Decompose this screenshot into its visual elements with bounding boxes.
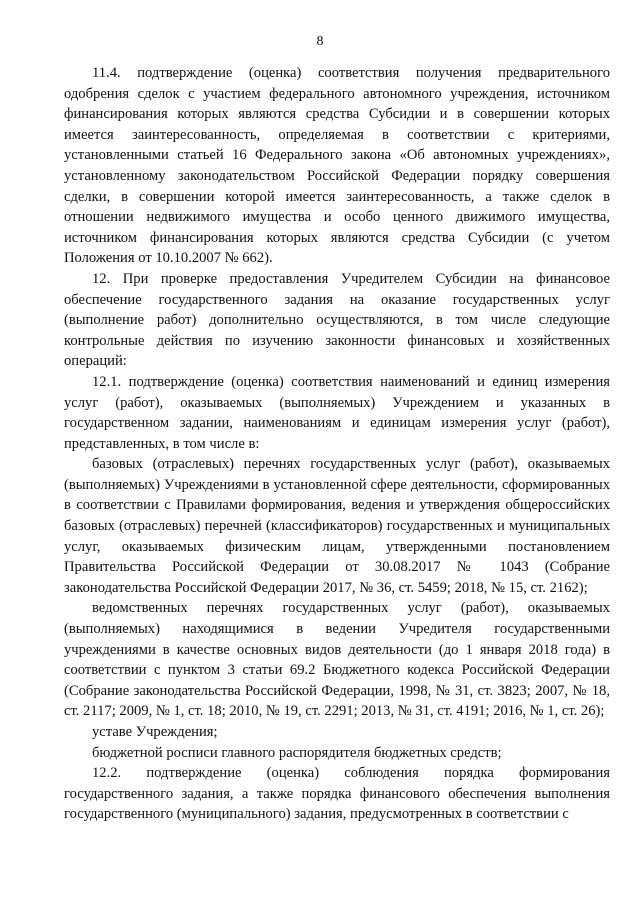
paragraph-12-1: 12.1. подтверждение (оценка) соответствия наименований и единиц измерения услуг (работ), оказываемых (выполняемых) Учреждением и указанных в государственном задании, наименованиям и единицам измерения услуг (работ), представленных, в том числе в:: [64, 373, 610, 452]
paragraph-departmental-lists: ведомственных перечнях государственных услуг (работ), оказываемых (выполняемых) находящимися в ведении Учредителя государственными учреждениями в качестве основных видов деятельности (до 1 января 2018 года) в соответствии с пунктом 3 статьи 69.2 Бюджетного кодекса Российской Федерации (Собрание законодательства Российской Федерации, 1998, № 31, ст. 3823; 2007, № 18, ст. 2117; 2009, № 1, ст. 18; 2010, № 19, ст. 2291; 2013, № 31, ст. 4191; 2016, № 1, ст. 26);: [64, 600, 610, 720]
page-number: 8: [316, 34, 324, 49]
paragraph-11-4: 11.4. подтверждение (оценка) соответствия получения предварительного одобрения сделок с участием федерального автономного учреждения, источником финансирования которых являются средства Субсидии и в совершении которых имеется заинтересованность, определяемая в соответствии с критериями, установленными статьей 16 Федерального закона «Об автономных учреждениях», установленному законодательством Российской Федерации порядку совершения сделки, в совершении которой имеется заинтересованность, а также сделок в отношении недвижимого имущества и особо ценного движимого имущества, источником финансирования которых являются средства Субсидии (с учетом Положения от 10.10.2007 № 662).: [64, 65, 610, 267]
document-body: [64, 63, 610, 825]
paragraph-charter: уставе Учреждения;: [92, 724, 218, 740]
paragraph-budget-schedule: бюджетной росписи главного распорядителя бюджетных средств;: [92, 744, 502, 761]
paragraph-12: 12. При проверке предоставления Учредителем Субсидии на финансовое обеспечение государственного задания на оказание государственных услуг (выполнение работ) дополнительно осуществляются, в том числе следующие контрольные действия по изучению законности финансовых и хозяйственных операций:: [64, 270, 610, 370]
paragraph-12-2: 12.2. подтверждение (оценка) соблюдения порядка формирования государственного задания, а также порядка финансового обеспечения выполнения государственного (муниципального) задания, предусмотренных в соответствии с: [64, 765, 610, 823]
paragraph-base-lists: базовых (отраслевых) перечнях государственных услуг (работ), оказываемых (выполняемых) Учреждениями в установленной сфере деятельности, сформированных в соответствии с Правилами формирования, ведения и утверждения общероссийских базовых (отраслевых) перечней (классификаторов) государственных и муниципальных услуг, оказываемых физическим лицам, утвержденными постановлением Правительства Российской Федерации от 30.08.2017 № 1043 (Собрание законодательства Российской Федерации 2017, № 36, ст. 5459; 2018, № 15, ст. 2162);: [64, 456, 610, 596]
